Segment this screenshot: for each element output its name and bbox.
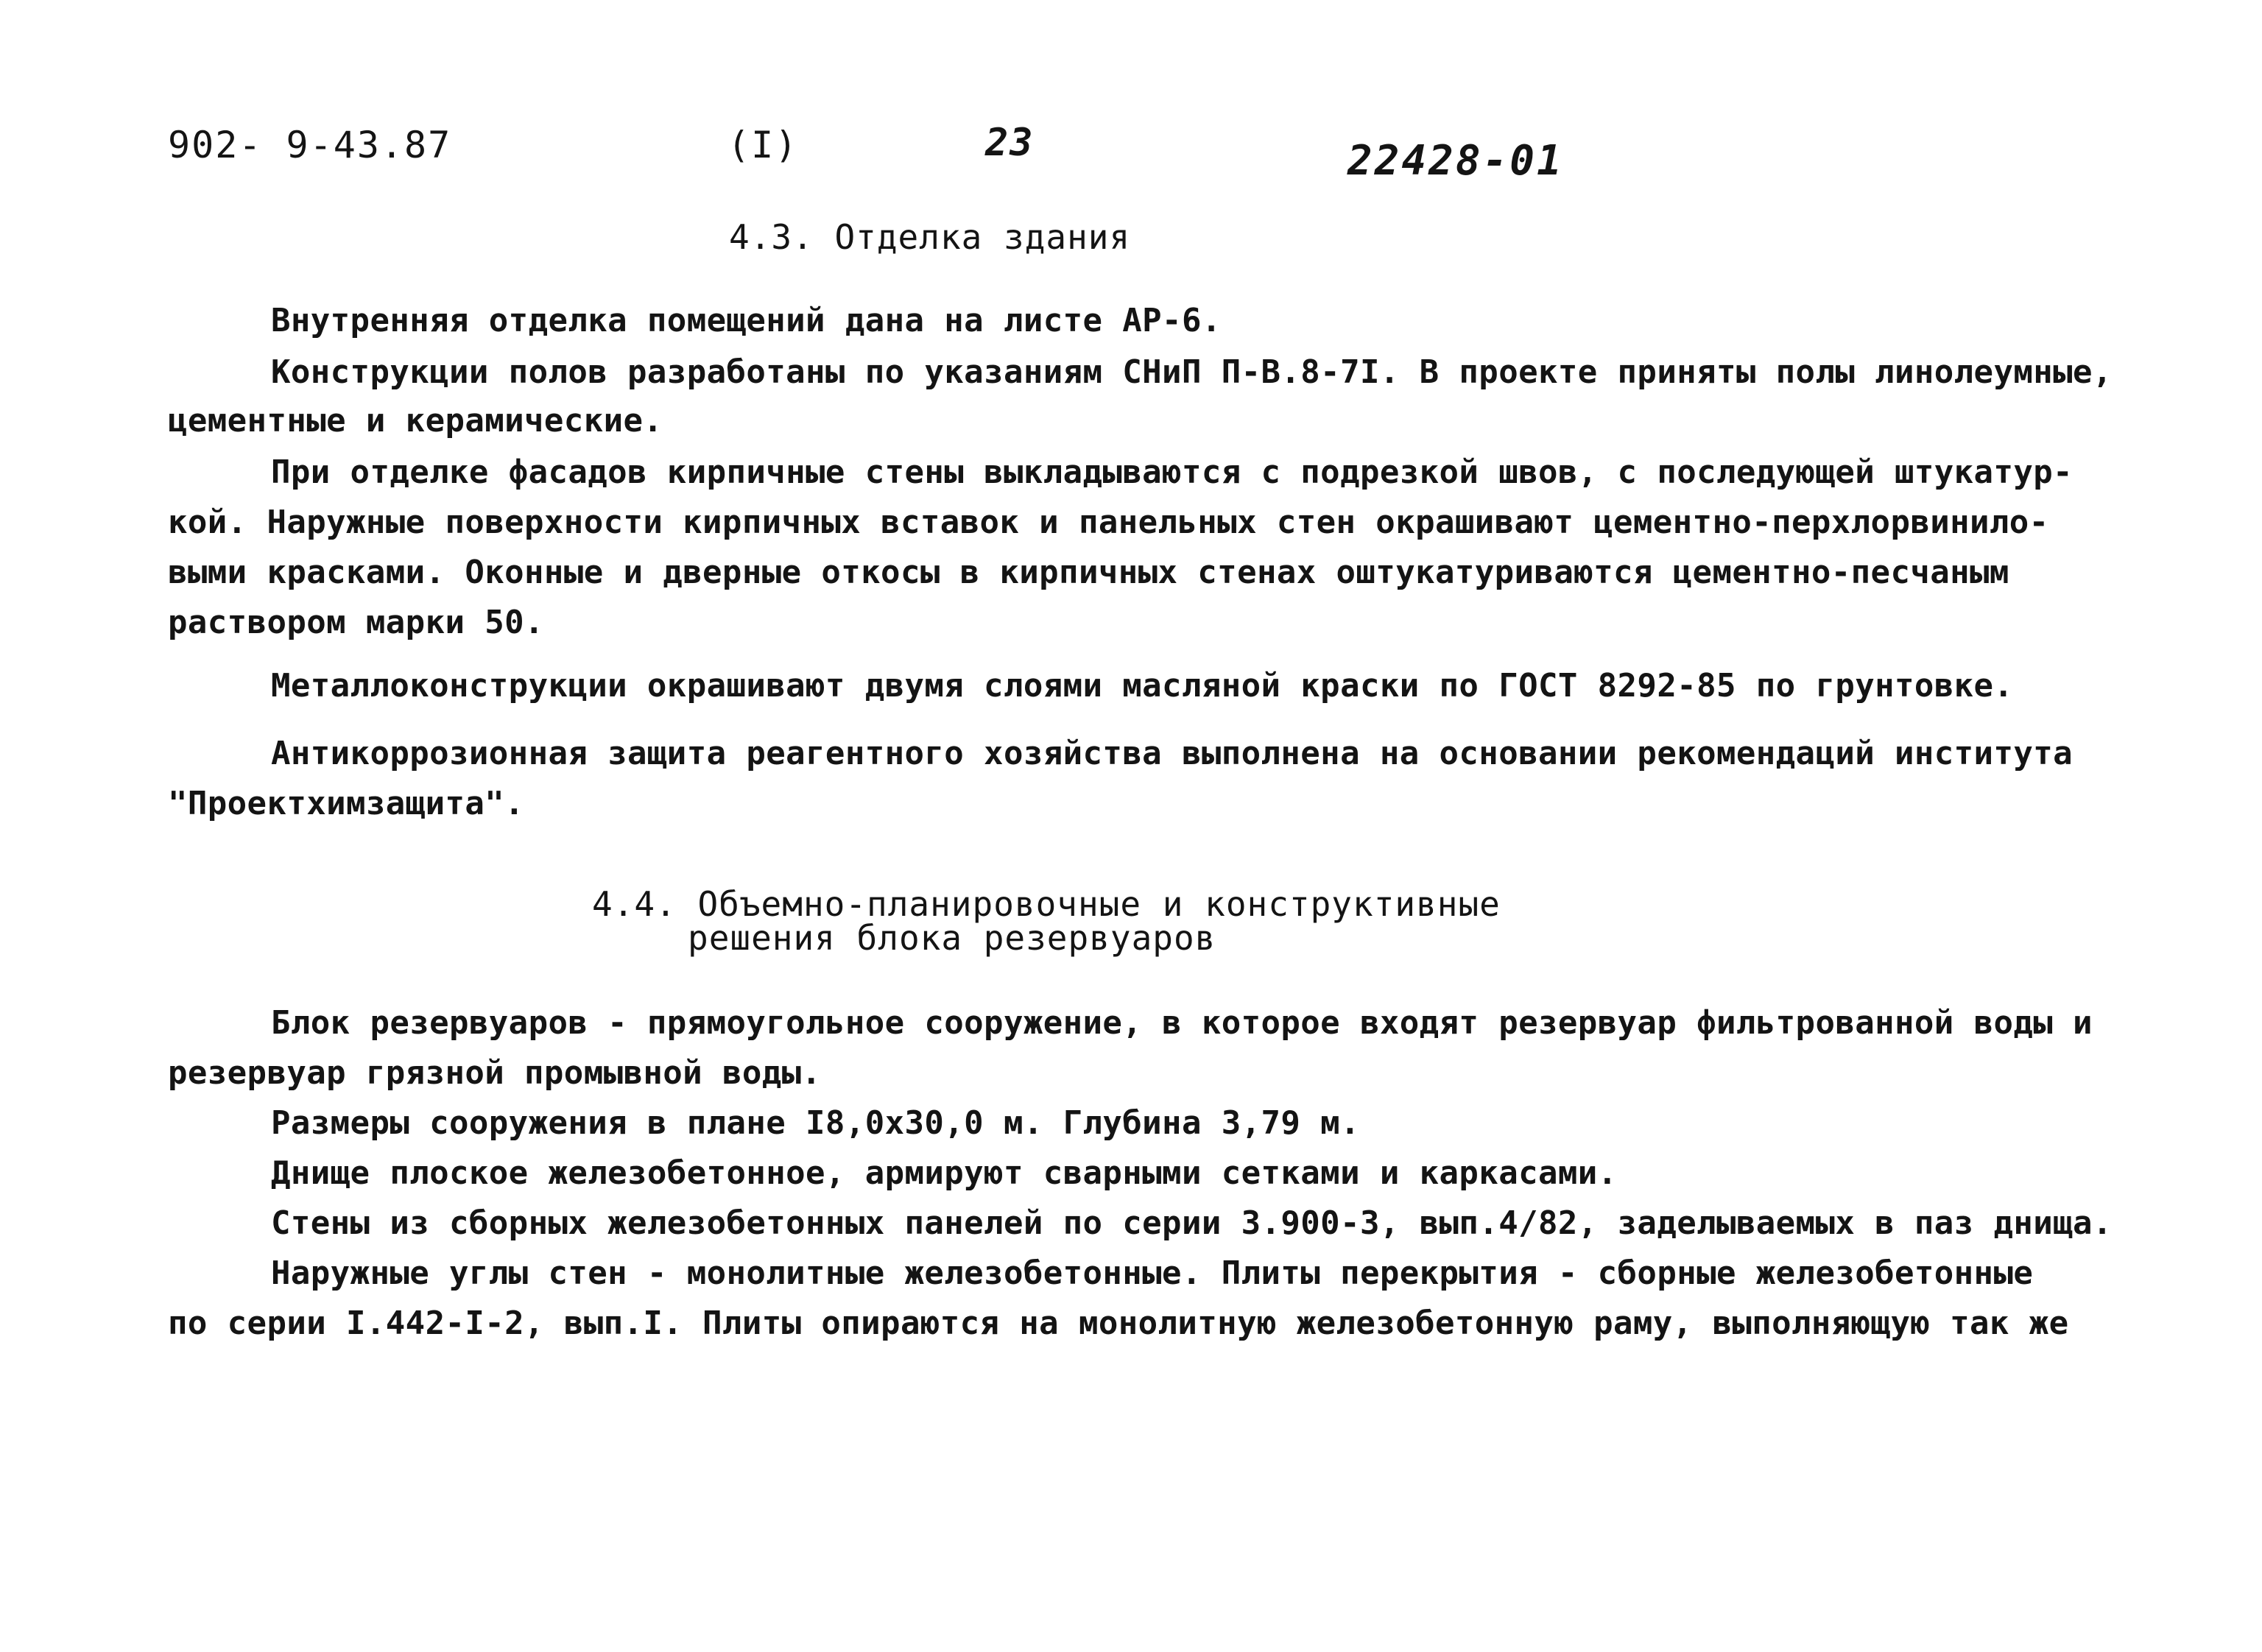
paragraph-line: Металлоконструкции окрашивают двумя слоями масляной краски по ГОСТ 8292-85 по грунтовке.: [271, 667, 2014, 705]
section-heading-4-3: 4.3. Отделка здания: [729, 217, 1131, 257]
paragraph-line: Размеры сооружения в плане I8,0х30,0 м. Глубина 3,79 м.: [271, 1104, 1360, 1142]
paragraph-line: Конструкции полов разработаны по указаниям СНиП П-В.8-7I. В проекте приняты полы линолеумные,: [271, 353, 2113, 391]
paragraph-line: по серии I.442-I-2, вып.I. Плиты опираются на монолитную железобетонную раму, выполняющую так же: [168, 1305, 2069, 1342]
paragraph-line: Внутренняя отделка помещений дана на листе АР-6.: [271, 302, 1222, 339]
paragraph-line: Стены из сборных железобетонных панелей по серии 3.900-3, вып.4/82, заделываемых в паз днища.: [271, 1204, 2113, 1242]
inventory-number: 22428-01: [1347, 137, 1564, 185]
paragraph-line: При отделке фасадов кирпичные стены выкладываются с подрезкой швов, с последующей штукатур-: [271, 453, 2074, 491]
sheet-number: (I): [727, 124, 799, 166]
paragraph-line: Днище плоское железобетонное, армируют сварными сетками и каркасами.: [271, 1154, 1618, 1192]
paragraph-line: Наружные углы стен - монолитные железобетонные. Плиты перекрытия - сборные железобетонные: [271, 1254, 2034, 1292]
section-heading-4-4: 4.4. Объемно-планировочные и конструктивные: [592, 884, 1501, 924]
paragraph-line: цементные и керамические.: [168, 402, 663, 440]
paragraph-line: кой. Наружные поверхности кирпичных вставок и панельных стен окрашивают цементно-перхлорвинило-: [168, 504, 2049, 541]
page-number: 23: [985, 121, 1035, 165]
paragraph-line: Антикоррозионная защита реагентного хозяйства выполнена на основании рекомендаций института: [271, 735, 2074, 772]
paragraph-line: Блок резервуаров - прямоугольное сооружение, в которое входят резервуар фильтрованной воды и: [271, 1004, 2093, 1042]
paragraph-line: выми красками. Оконные и дверные откосы в кирпичных стенах оштукатуриваются цементно-песчаным: [168, 554, 2009, 591]
document-code: 902- 9-43.87: [168, 124, 452, 166]
paragraph-line: "Проектхимзащита".: [168, 785, 525, 822]
section-heading-4-4-cont: решения блока резервуаров: [688, 918, 1216, 958]
paragraph-line: резервуар грязной промывной воды.: [168, 1054, 822, 1092]
paragraph-line: раствором марки 50.: [168, 604, 544, 641]
